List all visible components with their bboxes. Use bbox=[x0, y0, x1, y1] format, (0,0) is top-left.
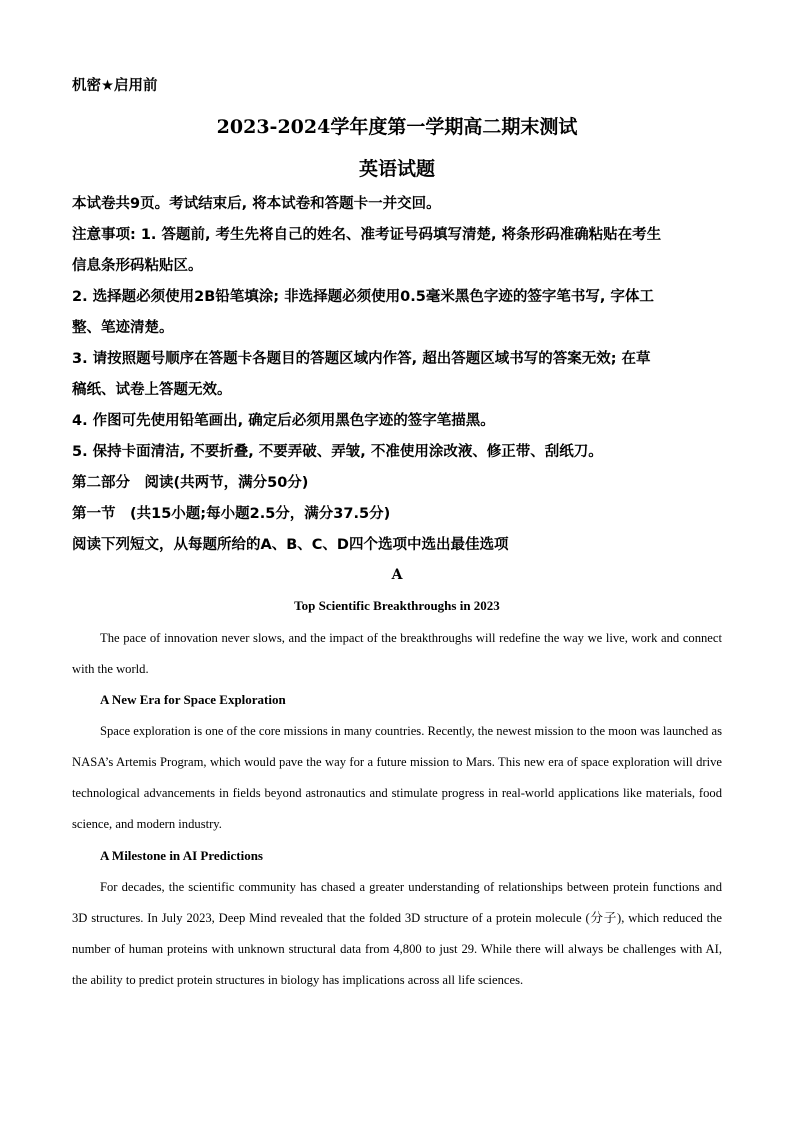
item3-line-2: 稿纸、试卷上答题无效。 bbox=[72, 382, 232, 398]
paragraph-ai: For decades, the scientific community has chased a greater understanding of relationships between protein functions and 3D structures. In July 2023, Deep Mind revealed that the folded 3D structure of a protein molecule (分子), which reduced the number of human proteins with unknown structural data from 4,800 to just 29. While there will always be challenges with AI, the ability to predict protein structures in biology has implications across all life sciences. bbox=[72, 880, 722, 987]
section-heading-ai: A Milestone in AI Predictions bbox=[100, 848, 263, 863]
part-heading: 第二部分 阅读(共两节，满分50分) bbox=[72, 475, 309, 491]
notes-line-2: 信息条形码粘贴区。 bbox=[72, 258, 203, 274]
item4-line: 4. 作图可先使用铅笔画出, 确定后必须用黑色字迹的签字笔描黑。 bbox=[72, 413, 495, 429]
item2-line-2: 整、笔迹清楚。 bbox=[72, 320, 174, 336]
exam-title: 2023-2024学年度第一学期高二期末测试 bbox=[216, 116, 578, 138]
notes-line-1: 注意事项: 1. 答题前, 考生先将自己的姓名、准考证号码填写清楚, 将条形码准确粘贴在考生 bbox=[72, 227, 662, 243]
paragraph-space: Space exploration is one of the core missions in many countries. Recently, the newest mission to the moon was launched as NASA’s Artemis Program, which would pave the way for a future mission to Mars. This new era of space exploration will drive technological advancements in fields beyond astronautics and stimulate progress in real-world applications like materials, food science, and modern industry. bbox=[72, 724, 722, 831]
item3-line-1: 3. 请按照题号顺序在答题卡各题目的答题区域内作答, 超出答题区域书写的答案无效; 在草 bbox=[72, 351, 651, 367]
confidential-label: 机密★启用前 bbox=[72, 78, 158, 94]
intro-line: 本试卷共9页。考试结束后, 将本试卷和答题卡一并交回。 bbox=[72, 196, 441, 212]
subsection-heading: 第一节 (共15小题;每小题2.5分，满分37.5分) bbox=[72, 506, 391, 522]
item5-line: 5. 保持卡面清洁, 不要折叠, 不要弄破、弄皱, 不准使用涂改液、修正带、刮纸刀。 bbox=[72, 444, 603, 460]
instructions-block bbox=[72, 192, 722, 564]
passage-intro: The pace of innovation never slows, and the impact of the breakthroughs will redefine the way we live, work and connect with the world. bbox=[72, 631, 722, 676]
directions-line: 阅读下列短文，从每题所给的A、B、C、D四个选项中选出最佳选项 bbox=[72, 537, 509, 553]
passage-label: A bbox=[391, 567, 403, 583]
exam-subtitle: 英语试题 bbox=[358, 158, 435, 180]
section-heading-space: A New Era for Space Exploration bbox=[100, 692, 286, 707]
item2-line-1: 2. 选择题必须使用2B铅笔填涂; 非选择题必须使用0.5毫米黑色字迹的签字笔书写, 字体工 bbox=[72, 289, 654, 305]
passage-title: Top Scientific Breakthroughs in 2023 bbox=[294, 598, 500, 613]
